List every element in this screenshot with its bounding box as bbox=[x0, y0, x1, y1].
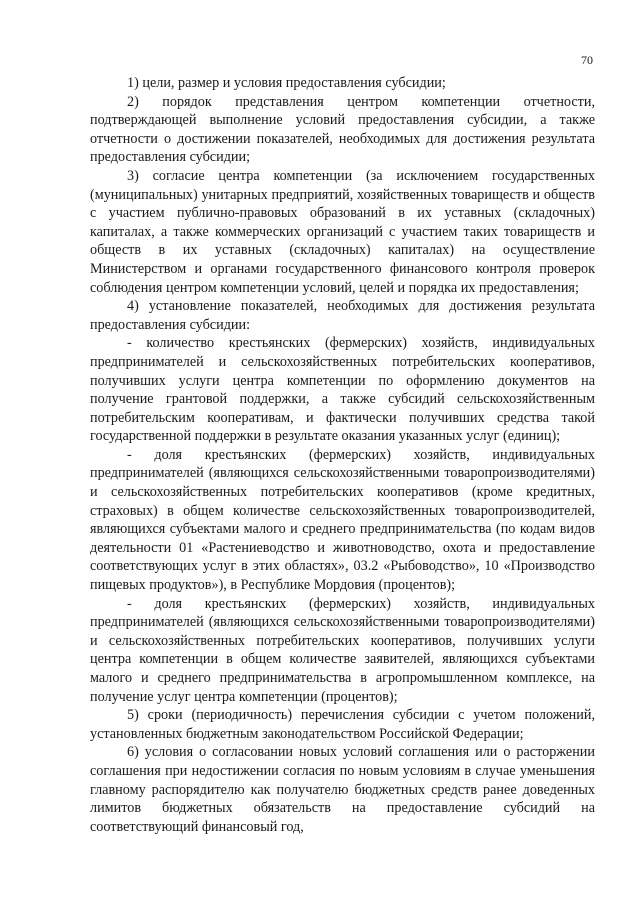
paragraph-item-5-timing: 5) сроки (периодичность) перечисления субсидии с учетом положений, установленных бюджетным законодательством Российской Федерации; bbox=[90, 707, 595, 742]
paragraph-indicator-share-applicants: - доля крестьянских (фермерских) хозяйств, индивидуальных предпринимателей (являющихся сельскохозяйственными товаропроизводителями) и сельскохозяйственных потребительских кооперативов, получивших услуги центра компетенции в общем количестве заявителей, являющихся субъектами малого и среднего предпринимательства в агропромышленном комплексе, на получение услуг центра компетенции (процентов); bbox=[90, 595, 595, 705]
paragraph-indicator-count: - количество крестьянских (фермерских) хозяйств, индивидуальных предпринимателей и сельскохозяйственных потребительских кооперативов, получивших услуги центра компетенции по оформлению документов на получение грантовой поддержки, а также субсидий сельскохозяйственным потребительским кооперативам, и фактически получивших средства такой государственной поддержки в результате оказания указанных услуг (единиц); bbox=[90, 335, 595, 445]
document-body bbox=[90, 74, 595, 836]
paragraph-indicator-share-total: - доля крестьянских (фермерских) хозяйств, индивидуальных предпринимателей (являющихся сельскохозяйственными товаропроизводителями) и сельскохозяйственных потребительских кооперативов (кроме кредитных, страховых) в общем количестве сельскохозяйственных товаропроизводителей, являющихся субъектами малого и среднего предпринимательства (по кодам видов деятельности 01 «Растениеводство и животноводство, охота и предоставление соответствующих услуг в этих областях», 03.2 «Рыбоводство», 10 «Производство пищевых продуктов»), в Республике Мордовия (процентов); bbox=[90, 446, 595, 594]
page-number: 70 bbox=[581, 53, 593, 67]
paragraph-item-3-consent: 3) согласие центра компетенции (за исключением государственных (муниципальных) унитарных предприятий, хозяйственных товариществ и обществ с участием публично-правовых образований в их уставных (складочных) капиталах, а также коммерческих организаций с участием таких товариществ и обществ в их уставных (складочных) капиталах) на осуществление Министерством и органами государственного финансового контроля проверок соблюдения центром компетенции условий, целей и порядка их предоставления; bbox=[90, 167, 595, 296]
paragraph-item-1-goals: 1) цели, размер и условия предоставления субсидии; bbox=[127, 75, 446, 91]
paragraph-item-4-indicators: 4) установление показателей, необходимых для достижения результата предоставления субсидии: bbox=[90, 298, 595, 333]
paragraph-item-2-reporting: 2) порядок представления центром компетенции отчетности, подтверждающей выполнение условий предоставления субсидии, а также отчетности о достижении показателей, необходимых для достижения результата предоставления субсидии; bbox=[90, 93, 595, 166]
paragraph-item-6-conditions: 6) условия о согласовании новых условий соглашения или о расторжении соглашения при недостижении согласия по новым условиям в случае уменьшения главному распорядителю как получателю бюджетных средств ранее доведенных лимитов бюджетных обязательств на предоставление субсидий на соответствующий финансовый год, bbox=[90, 744, 595, 835]
